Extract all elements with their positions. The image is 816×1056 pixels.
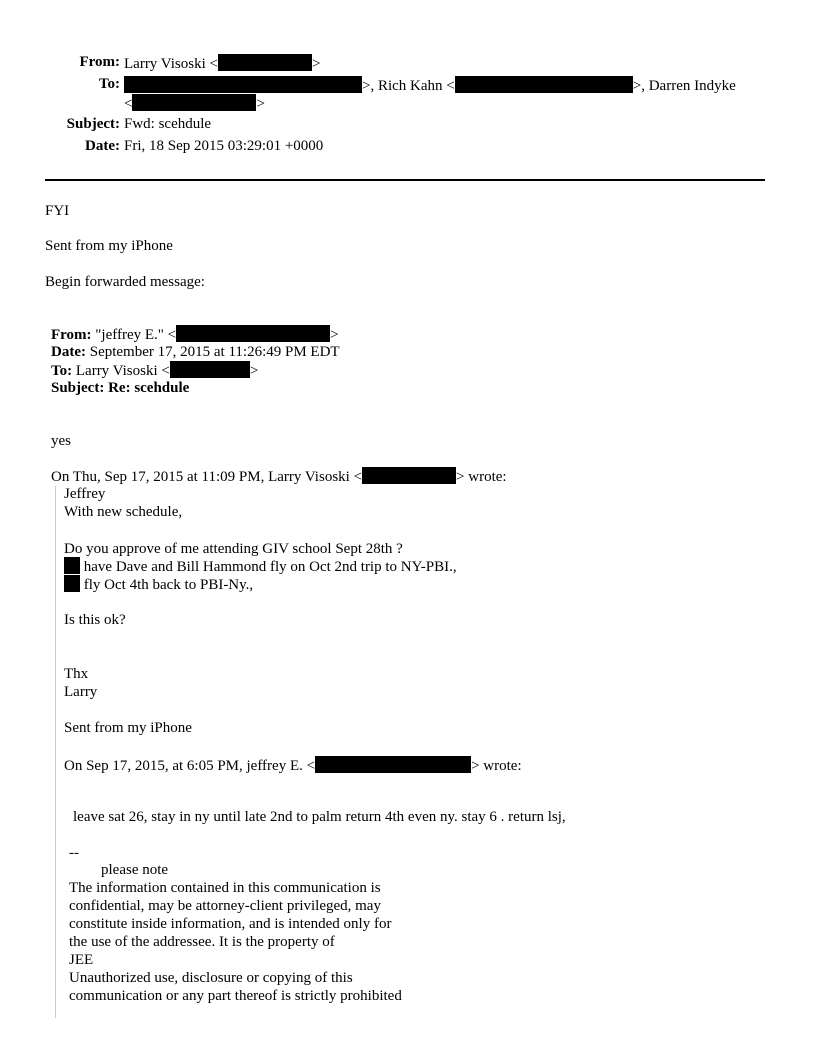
redacted-block: [124, 76, 362, 93]
quoted-line: have Dave and Bill Hammond fly on Oct 2nd trip to NY-PBI.,: [64, 557, 457, 576]
fwd-subject-label: Subject:: [51, 380, 105, 396]
redacted-block: [218, 54, 312, 71]
redacted-block: [455, 76, 633, 93]
quoted-line: With new schedule,: [64, 504, 183, 520]
date-label: Date:: [85, 138, 120, 154]
please-note: please note: [101, 862, 169, 878]
redacted-block: [64, 557, 80, 574]
quoted-sent-from: Sent from my iPhone: [64, 720, 192, 736]
to-continued-row: [0, 94, 780, 112]
fwd-from-label: From:: [51, 327, 92, 343]
disclaimer-line: communication or any part thereof is strictly prohibited: [69, 988, 402, 1004]
date-value: Fri, 18 Sep 2015 03:29:01 +0000: [124, 138, 324, 154]
fyi-text: FYI: [45, 203, 70, 219]
quoted-line: fly Oct 4th back to PBI-Ny.,: [64, 575, 253, 594]
disclaimer-line: JEE: [69, 952, 94, 968]
disclaimer-line: The information contained in this communication is: [69, 880, 381, 896]
quoted-leave-line: leave sat 26, stay in ny until late 2nd to palm return 4th even ny. stay 6 . return lsj,: [73, 809, 566, 825]
redacted-block: [176, 325, 330, 342]
fwd-date-line: [51, 343, 340, 361]
to-continued-value: < >: [124, 96, 265, 112]
quoted-signature: Larry: [64, 684, 98, 700]
quote-bar: [55, 486, 56, 1018]
fwd-subject-value: Re: scehdule: [108, 380, 190, 396]
disclaimer-line: constitute inside information, and is intended only for: [69, 916, 392, 932]
redacted-block: [132, 94, 256, 111]
quoted-thx: Thx: [64, 666, 89, 682]
redacted-block: [64, 575, 80, 592]
subject-value: Fwd: scehdule: [124, 116, 212, 132]
disclaimer-line: Unauthorized use, disclosure or copying of this: [69, 970, 353, 986]
header-divider: [45, 179, 765, 181]
redacted-block: [315, 756, 471, 773]
quoted-line: Is this ok?: [64, 612, 126, 628]
from-row: [0, 54, 780, 72]
fwd-to-value: Larry Visoski <: [75, 363, 170, 379]
fwd-from-value: "jeffrey E." <: [95, 327, 177, 343]
quoted-line: Jeffrey: [64, 486, 106, 502]
subject-label: Subject:: [66, 116, 120, 132]
to-row: [0, 76, 780, 94]
reply-attribution: On Thu, Sep 17, 2015 at 11:09 PM, Larry Visoski < > wrote:: [51, 469, 507, 485]
subject-row: [0, 116, 780, 134]
redacted-block: [362, 467, 456, 484]
sent-from-text: Sent from my iPhone: [45, 238, 173, 254]
redacted-block: [170, 361, 250, 378]
disclaimer-line: the use of the addressee. It is the property of: [69, 934, 335, 950]
fwd-date-label: Date:: [51, 344, 86, 360]
fwd-from-line: From: "jeffrey E." < >: [51, 327, 339, 343]
from-value: Larry Visoski < >: [124, 56, 321, 72]
date-row: [0, 138, 780, 156]
signature-dashes: --: [69, 845, 79, 861]
reply-yes: yes: [51, 433, 71, 449]
quoted-line: Do you approve of me attending GIV school Sept 28th ?: [64, 541, 403, 557]
to-label: To:: [98, 76, 120, 92]
disclaimer-line: confidential, may be attorney-client privileged, may: [69, 898, 381, 914]
fwd-to-label: To:: [51, 363, 73, 379]
to-value: >, Rich Kahn < >, Darren Indyke: [124, 76, 736, 95]
quoted-attribution: On Sep 17, 2015, at 6:05 PM, jeffrey E. < > wrote:: [64, 758, 522, 774]
begin-forwarded-text: Begin forwarded message:: [45, 274, 205, 290]
fwd-subject-line: [51, 379, 189, 397]
from-label: From:: [79, 54, 120, 70]
fwd-to-line: To: Larry Visoski < >: [51, 363, 259, 379]
fwd-date-value: September 17, 2015 at 11:26:49 PM EDT: [89, 344, 340, 360]
